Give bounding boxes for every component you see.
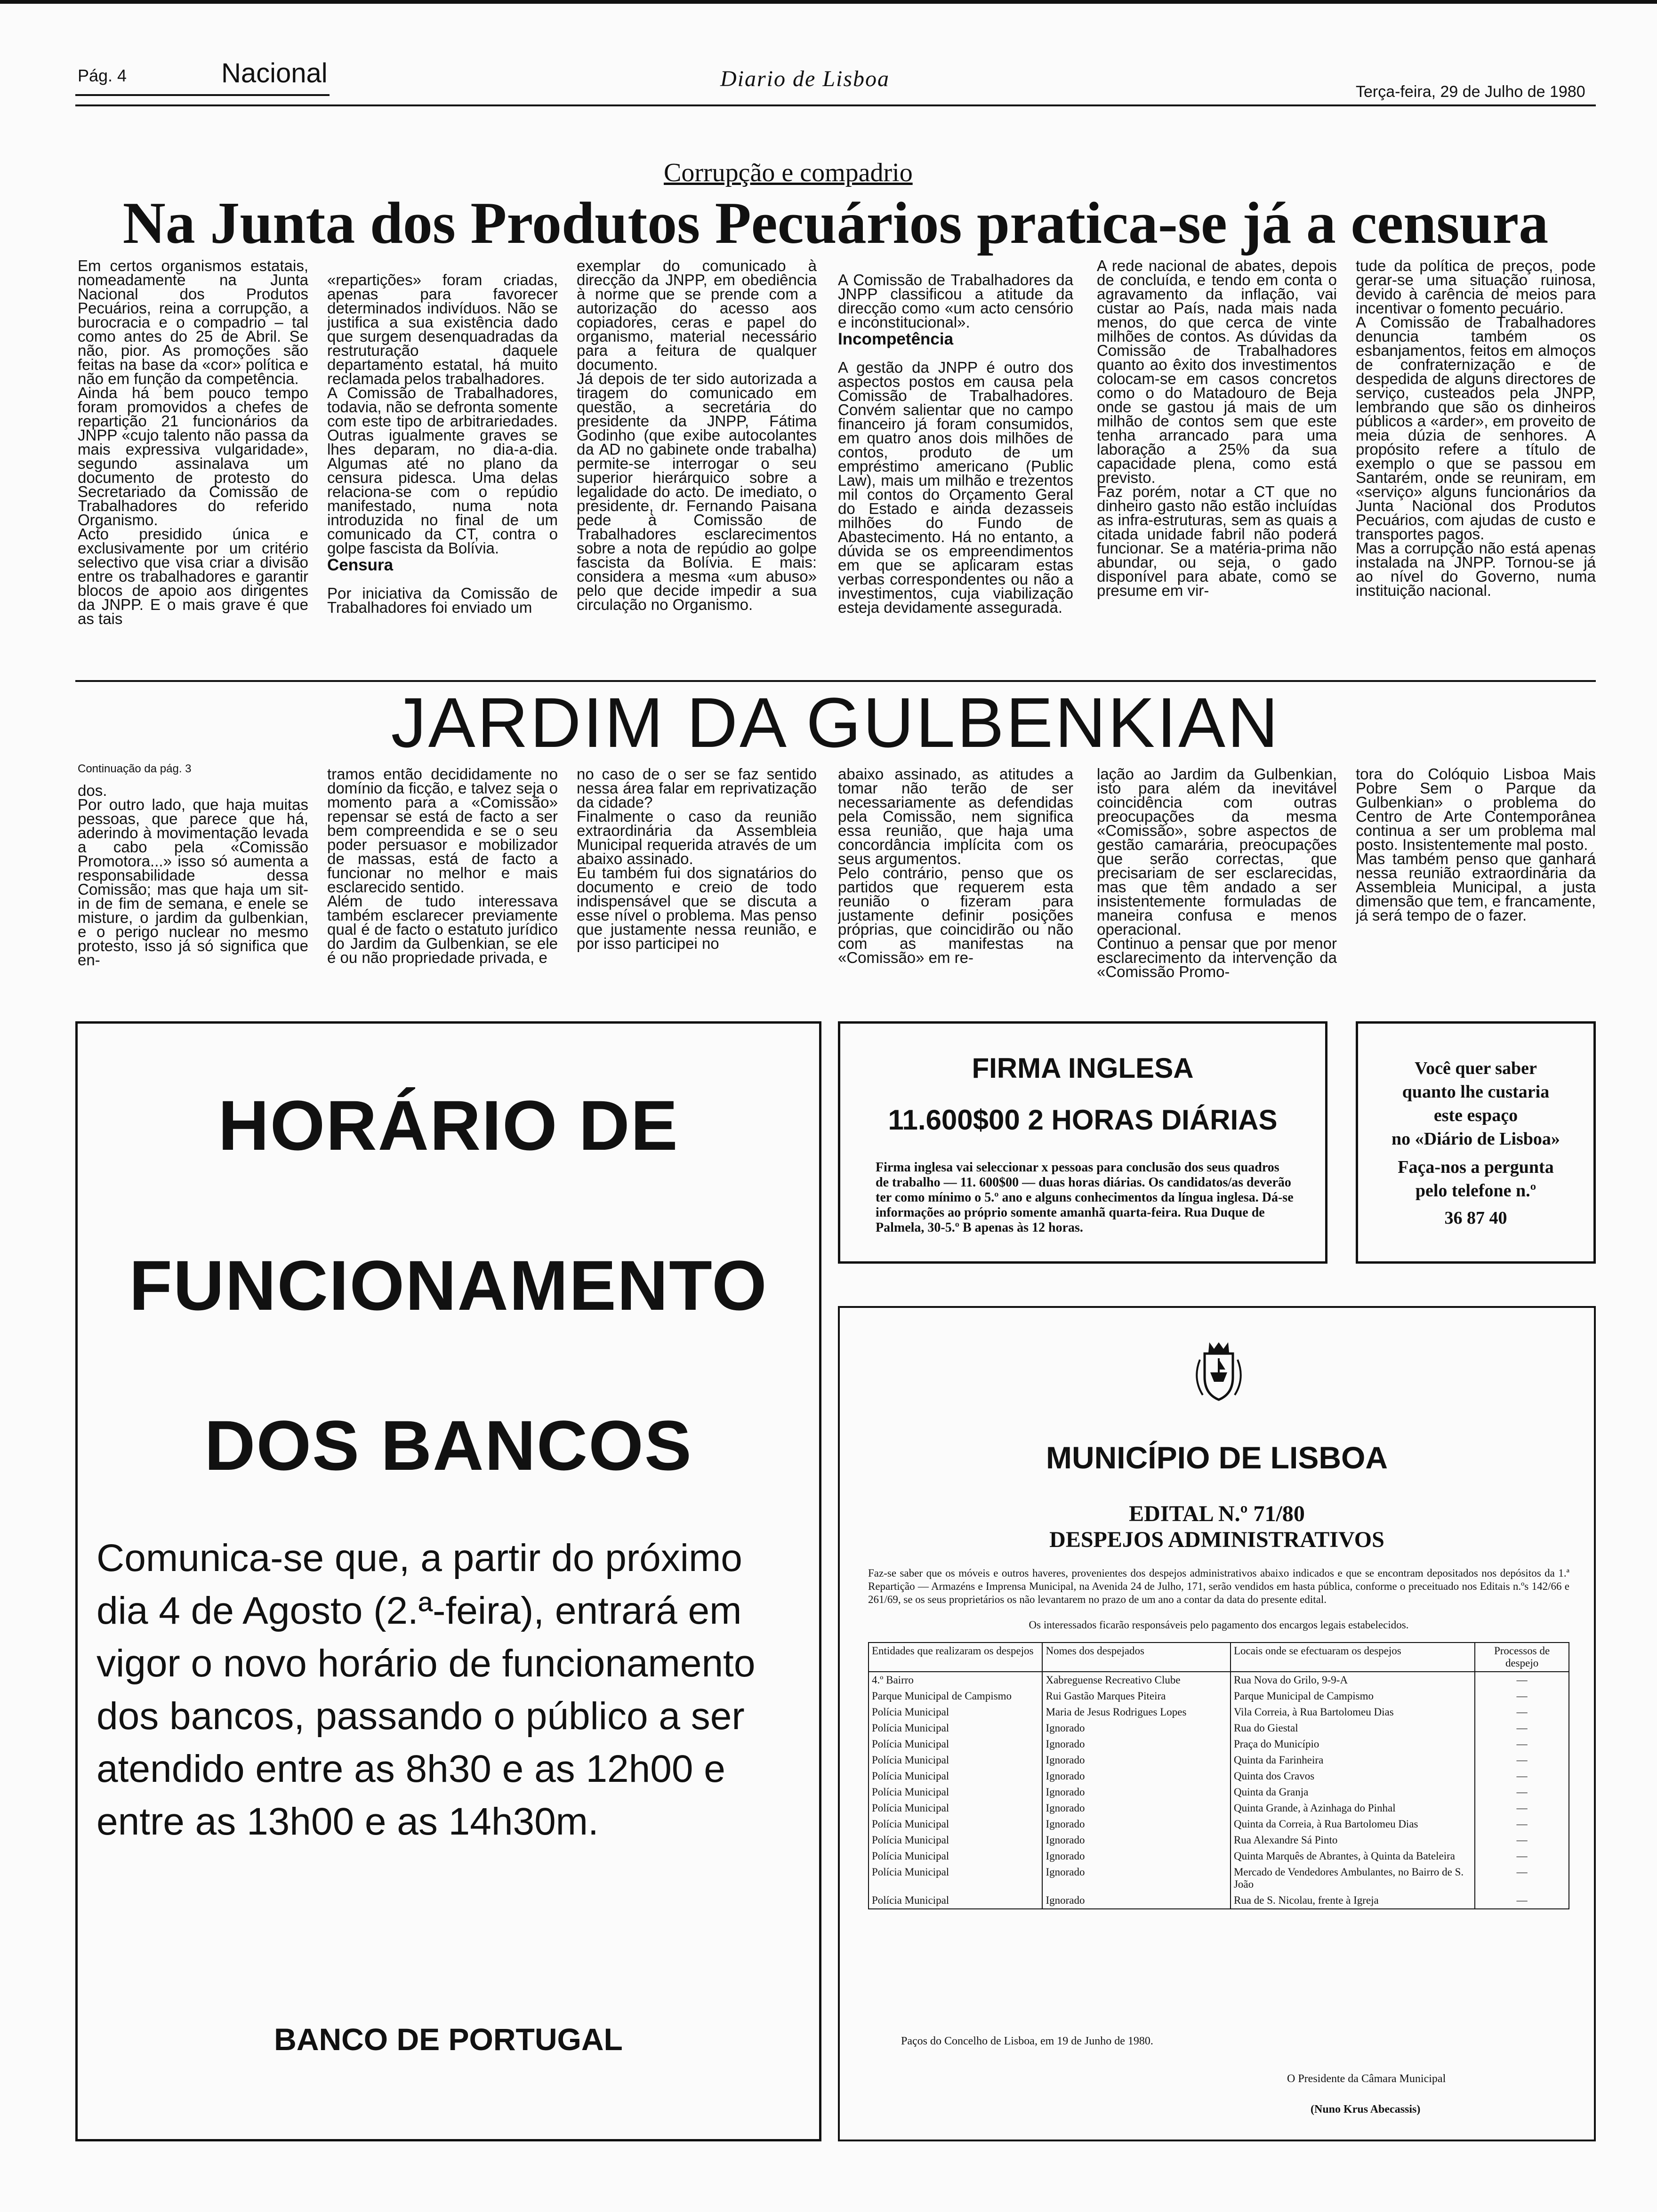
article1-column-2a: «repartições» foram criadas, apenas para favorecer determinados indivíduos. Não se justifica a sua existência dado que surgem desenquadradas da restruturação daquele departamento estatal, há muito reclamada pelos trabalhadores. A Comissão de Trabalhadores, todavia, não se defronta somente com este tipo de arbitrariedades. Outras igualmente graves se lhes deparam, no dia-a-dia. Algumas até no plano da censura pidesca. Uma delas relaciona-se com o repúdio manifestado, numa nota introduzida no final de um comunicado da CT, contra o golpe fascista da Bolívia. (327, 271, 558, 557)
article2-column-3: no caso de o ser se faz sentido nessa área falar em reprivatização da cidade? Finalmente o caso da reunião extraordinária da Assembleia Municipal requerida através de um abaixo assinado. Eu também fui dos signatários do documento e creio de todo indispensável que se discuta a esse nível o problema. Mas penso que justamente nessa reunião, e por isso participei no (577, 767, 817, 952)
table-row (869, 1688, 1569, 1704)
firma-ad-title: FIRMA INGLESA (972, 1052, 1194, 1084)
table-cell: — (1516, 1722, 1528, 1734)
lisbon-coat-of-arms-icon (1186, 1338, 1252, 1404)
table-cell: Quinta da Granja (1231, 1784, 1475, 1800)
table-cell: — (1516, 1738, 1528, 1750)
subhead-censura: Censura (327, 556, 394, 574)
col-header-locations: Locais onde se efectuaram os despejos (1231, 1643, 1475, 1672)
col-header-processes: Processos de despejo (1494, 1645, 1550, 1669)
article1-column-1: Em certos organismos estatais, nomeadamente na Junta Nacional dos Produtos Pecuários, reina a corrupção, a burocracia e o compadrio – tal como antes do 25 de Abril. Se não, pior. As promoções são feitas na base da «cor» política e não em função da competência. Ainda há bem pouco tempo foram promovidos a chefes de repartição 21 funcionários da JNPP «cujo talento não passa da mais expressiva vulgaridade», segundo assinalava um documento de protesto do Secretariado da Comissão de Trabalhadores do referido Organismo. Acto presidido única e exclusivamente por um critério selectivo que visa criar a divisão entre os trabalhadores e garantir blocos de apoio aos dirigentes da JNPP. E o mais grave é que as tais (78, 259, 308, 627)
table-row (869, 1864, 1569, 1892)
ad-space-line-4: no «Diário de Lisboa» (1392, 1129, 1560, 1149)
table-cell: Ignorado (1042, 1816, 1230, 1832)
table-cell: Polícia Municipal (869, 1704, 1042, 1720)
bank-ad-body: Comunica-se que, a partir do próximo dia 4 de Agosto (2.ª-feira), entrará em vigor o novo horário de funcionamento dos bancos, passando o público a ser atendido entre as 8h30 e as 12h00 e entre as 13h00 e as 14h30m. (97, 1537, 756, 1843)
table-cell: Ignorado (1042, 1848, 1230, 1864)
table-cell: Ignorado (1042, 1784, 1230, 1800)
table-cell: Quinta da Correia, à Rua Bartolomeu Dias (1231, 1816, 1475, 1832)
article-divider (75, 680, 1596, 682)
firma-ad-body: Firma inglesa vai seleccionar x pessoas para conclusão dos seus quadros de trabalho — 11. 600$00 — duas horas diárias. Os candidatos/as deverão ter como mínimo o 5.º ano e alguns conhecimentos da língua inglesa. Dá-se informações ao próprio somente amanhã quarta-feira. Rua Duque de Palmela, 30-5.º B apenas às 12 horas. (876, 1160, 1294, 1235)
table-cell: Polícia Municipal (869, 1892, 1042, 1909)
table-cell: Vila Correia, à Rua Bartolomeu Dias (1231, 1704, 1475, 1720)
table-cell: Ignorado (1042, 1800, 1230, 1816)
table-row (869, 1752, 1569, 1768)
table-row (869, 1784, 1569, 1800)
table-cell: — (1516, 1834, 1528, 1846)
table-row (869, 1832, 1569, 1848)
article1-column-2b: Por iniciativa da Comissão de Trabalhadores foi enviado um (327, 585, 558, 616)
table-cell: — (1516, 1754, 1528, 1766)
table-cell: Polícia Municipal (869, 1848, 1042, 1864)
ad-space-line-3: este espaço (1433, 1106, 1518, 1125)
notice-subject: DESPEJOS ADMINISTRATIVOS (1049, 1527, 1384, 1552)
municipal-notice (838, 1306, 1596, 2141)
table-cell: Quinta Marquês de Abrantes, à Quinta da Bateleira (1231, 1848, 1475, 1864)
article1-column-4b: A gestão da JNPP é outro dos aspectos postos em causa pela Comissão de Trabalhadores. Convém salientar que no campo financeiro já foram consumidos, em quatro anos dois milhões de contos, produto de um empréstimo americano (Public Law), mais um milhão e trezentos mil contos do Orçamento Geral do Estado e ainda dezasseis milhões do Fundo de Abastecimento. Há no entanto, a dúvida se os empreendimentos em que se aplicaram estas verbas correspondentes ou não a investimentos, cuja viabilização esteja devidamente assegurada. (838, 359, 1073, 616)
table-row (869, 1720, 1569, 1736)
table-cell: Maria de Jesus Rodrigues Lopes (1042, 1704, 1230, 1720)
bank-ad-title-line-2: FUNCIONAMENTO (129, 1246, 768, 1325)
article1-headline: Na Junta dos Produtos Pecuários pratica-se já a censura (122, 191, 1549, 256)
notice-title: MUNICÍPIO DE LISBOA (1046, 1440, 1388, 1475)
table-cell: Ignorado (1042, 1768, 1230, 1784)
notice-number: EDITAL N.º 71/80 (1129, 1501, 1305, 1526)
article1-column-3: exemplar do comunicado à direcção da JNPP, em obediência à norme que se prende com a autorização do acesso aos copiadores, ceras e papel do organismo, material necessário para a feitura de qualquer documento. Já depois de ter sido autorizada a tiragem do comunicado em questão, a secretária do presidente da JNPP, Fátima Godinho (que exibe autocolantes da AD no gabinete onde trabalha) permite-se interrogar o seu superior hierárquico sobre a legalidade do acto. De imediato, o presidente, dr. Fernando Paisana pede à Comissão de Trabalhadores esclarecimentos sobre a nota de repúdio ao golpe fascista da Bolívia. E mais: considera a mesma «um abuso» pelo que decide impedir a sua circulação no Organismo. (577, 259, 817, 613)
masthead: Diario de Lisboa (720, 66, 890, 91)
table-cell: Ignorado (1042, 1892, 1230, 1909)
table-cell: — (1516, 1866, 1528, 1878)
table-cell: Ignorado (1042, 1720, 1230, 1736)
table-cell: Polícia Municipal (869, 1864, 1042, 1892)
table-cell: — (1516, 1690, 1528, 1702)
table-row (869, 1704, 1569, 1720)
bank-ad-title-line-1: HORÁRIO DE (218, 1086, 679, 1165)
ad-space-line-1: Você quer saber (1415, 1058, 1537, 1078)
notice-footer: Paços do Concelho de Lisboa, em 19 de Junho de 1980. (901, 2035, 1153, 2047)
table-row (869, 1736, 1569, 1752)
table-cell: Polícia Municipal (869, 1720, 1042, 1736)
article2-column-6: tora do Colóquio Lisboa Mais Pobre Sem o Parque da Gulbenkian» o problema do Centro de Arte Contemporânea continua a ser um problema mal posto. Insistentemente mal posto. Mas também penso que ganhará nessa reunião extraordinária da Assembleia Municipal, a justa dimensão que tem, e francamente, já será tempo de o fazer. (1356, 767, 1596, 924)
table-cell: — (1516, 1818, 1528, 1830)
subhead-incompetencia: Incompetência (838, 330, 954, 348)
bank-ad-title-line-3: DOS BANCOS (204, 1406, 692, 1485)
article1-column-4 (838, 259, 1073, 673)
col-header-names: Nomes dos despejados (1042, 1643, 1230, 1672)
evictions-table (868, 1642, 1569, 1909)
article1-column-4a: A Comissão de Trabalhadores da JNPP classificou a atitude da direcção como «um acto censório e inconstitucional». (838, 271, 1073, 331)
notice-intro-2: Os interessados ficarão responsáveis pelo pagamento dos encargos legais estabelecidos. (1029, 1619, 1409, 1631)
ad-space-line-6: pelo telefone n.º (1415, 1181, 1536, 1201)
table-row (869, 1672, 1569, 1688)
section-underline (75, 94, 330, 96)
table-cell: — (1516, 1894, 1528, 1906)
continuation-note: Continuação da pág. 3 (78, 762, 192, 775)
article1-column-2 (327, 259, 558, 673)
article2-column-2: tramos então decididamente no domínio da ficção, e talvez seja o momento para a «Comissão» repensar se está de facto a ser bem compreendida e se o seu poder persuasor e mobilizador de massas, está de facto a funcionar no melhor e mais esclarecido sentido. Além de tudo interessava também esclarecer previamente qual é de facto o estatuto jurídico do Jardim da Gulbenkian, se ele é ou não propriedade privada, e (327, 767, 558, 966)
article2-column-4: abaixo assinado, as atitudes a tomar não terão de ser necessariamente as defendidas pela Comissão, nem significa essa reunião, que haja uma concordância implícita com os seus argumentos. Pelo contrário, penso que os partidos que requerem esta reunião o fizeram para justamente definir posições próprias, que coincidirão ou não com as manifestas na «Comissão» em re- (838, 767, 1073, 966)
table-cell: Polícia Municipal (869, 1768, 1042, 1784)
table-cell: Parque Municipal de Campismo (1231, 1688, 1475, 1704)
ad-space-line-5: Faça-nos a pergunta (1398, 1157, 1554, 1177)
article1-column-5: A rede nacional de abates, depois de concluída, e tendo em conta o agravamento da inflação, vai custar ao País, nada mais nada menos, do que cerca de vinte milhões de contos. As dúvidas da Comissão de Trabalhadores quanto ao êxito dos investimentos colocam-se em casos concretos como o do Matadouro de Beja onde se gastou já mais de um milhão de contos sem que este tenha arrancado para uma laboração a 25% da sua capacidade plena, como está previsto. Faz porém, notar a CT que no dinheiro gasto não estão incluídas as infra-estruturas, sem as quais a citada unidade fabril não poderá funcionar. Se a matéria-prima não abundar, ou seja, o gado disponível para abate, como se presume em vir- (1097, 259, 1337, 599)
table-cell: Polícia Municipal (869, 1784, 1042, 1800)
table-cell: — (1516, 1850, 1528, 1862)
issue-date: Terça-feira, 29 de Julho de 1980 (1356, 83, 1585, 101)
article2-column-5: lação ao Jardim da Gulbenkian, isto para além da inevitável coincidência com outras preocupações da mesma «Comissão», sobre aspectos de gestão camarária, preocupações que serão correctas, que precisariam de ser esclarecidas, mas que têm andado a ser insistentemente formuladas de maneira confusa e menos operacional. Continuo a pensar que por menor esclarecimento da intervenção da «Comissão Promo- (1097, 767, 1337, 980)
ad-space-box (1356, 1021, 1596, 1264)
article1-column-6: tude da política de preços, pode gerar-se uma situação ruinosa, devido à carência de meios para incentivar o fomento pecuário. A Comissão de Trabalhadores denuncia também os esbanjamentos, feitos em almoços de confraternização e de despedida de alguns directores de serviço, custeados pela JNPP, lembrando que são os dinheiros públicos a «arder», em proveito de meia dúzia de senhores. A propósito refere a título de exemplo o que se passou em Santarém, onde se reuniram, em «serviço» alguns funcionários da Junta Nacional dos Produtos Pecuários, com ajudas de custo e transportes pagos. Mas a corrupção não está apenas instalada na JNPP. Tornou-se já ao nível do Governo, numa instituição nacional. (1356, 259, 1596, 599)
table-cell: Mercado de Vendedores Ambulantes, no Bairro de S. João (1231, 1864, 1475, 1892)
page-number: Pág. 4 (78, 66, 127, 85)
table-cell: Praça do Município (1231, 1736, 1475, 1752)
table-cell: Rua Nova do Grilo, 9-9-A (1231, 1672, 1475, 1688)
article1-kicker: Corrupção e compadrio (664, 158, 913, 187)
notice-signer-title: O Presidente da Câmara Municipal (1287, 2073, 1446, 2085)
table-row (869, 1816, 1569, 1832)
table-row (869, 1848, 1569, 1864)
table-row (869, 1800, 1569, 1816)
table-row (869, 1892, 1569, 1909)
table-cell: — (1516, 1706, 1528, 1718)
top-border (0, 0, 1657, 4)
table-cell: — (1516, 1802, 1528, 1814)
table-cell: Quinta dos Cravos (1231, 1768, 1475, 1784)
table-row (869, 1768, 1569, 1784)
table-cell: Ignorado (1042, 1864, 1230, 1892)
table-cell: Polícia Municipal (869, 1816, 1042, 1832)
table-cell: Quinta da Farinheira (1231, 1752, 1475, 1768)
table-cell: Rua Alexandre Sá Pinto (1231, 1832, 1475, 1848)
notice-intro: Faz-se saber que os móveis e outros haveres, provenientes dos despejos administrativos abaixo indicados e que se encontram depositados nos depósitos da 1.ª Repartição — Armazéns e Imprensa Municipal, na Avenida 24 de Julho, 171, serão vendidos em hasta pública, conforme o preceituado nos Editais n.ºs 142/66 e 261/69, se os seus proprietários os não levantarem no prazo de um ano a contar da data do presente edital. (868, 1567, 1569, 1605)
table-cell: Quinta Grande, à Azinhaga do Pinhal (1231, 1800, 1475, 1816)
ad-space-phone: 36 87 40 (1444, 1208, 1507, 1228)
table-cell: Xabreguense Recreativo Clube (1042, 1672, 1230, 1688)
table-cell: Ignorado (1042, 1736, 1230, 1752)
ad-space-line-2: quanto lhe custaria (1402, 1082, 1550, 1102)
table-cell: — (1516, 1674, 1528, 1686)
firma-ad-subtitle: 11.600$00 2 HORAS DIÁRIAS (888, 1104, 1278, 1136)
table-cell: Polícia Municipal (869, 1832, 1042, 1848)
table-cell: 4.º Bairro (869, 1672, 1042, 1688)
notice-signer-name: (Nuno Krus Abecassis) (1311, 2103, 1421, 2116)
bank-ad-signature: BANCO DE PORTUGAL (274, 2022, 623, 2057)
table-cell: Rua de S. Nicolau, frente à Igreja (1231, 1892, 1475, 1909)
table-cell: Polícia Municipal (869, 1800, 1042, 1816)
section-name: Nacional (221, 58, 328, 88)
table-cell: Polícia Municipal (869, 1752, 1042, 1768)
table-cell: Polícia Municipal (869, 1736, 1042, 1752)
firma-inglesa-ad (838, 1021, 1327, 1264)
table-cell: Rui Gastão Marques Piteira (1042, 1688, 1230, 1704)
article2-column-1: dos. Por outro lado, que haja muitas pessoas, que parece que há, aderindo à movimentação levada a cabo pela «Comissão Promotora...» isso só aumenta a responsabilidade dessa Comissão; mas que haja um sit-in de fim de semana, e enele se misture, o jardim da gulbenkian, e o perigo nuclear no mesmo protesto, isso já só significa que en- (78, 784, 308, 969)
table-cell: Ignorado (1042, 1832, 1230, 1848)
article2-headline: JARDIM DA GULBENKIAN (391, 683, 1280, 762)
header-rule (75, 104, 1596, 106)
col-header-entities: Entidades que realizaram os despejos (869, 1643, 1042, 1672)
table-cell: Rua do Giestal (1231, 1720, 1475, 1736)
table-cell: — (1516, 1770, 1528, 1782)
table-cell: Parque Municipal de Campismo (869, 1688, 1042, 1704)
table-cell: — (1516, 1786, 1528, 1798)
table-cell: Ignorado (1042, 1752, 1230, 1768)
bank-hours-ad (75, 1021, 821, 2141)
